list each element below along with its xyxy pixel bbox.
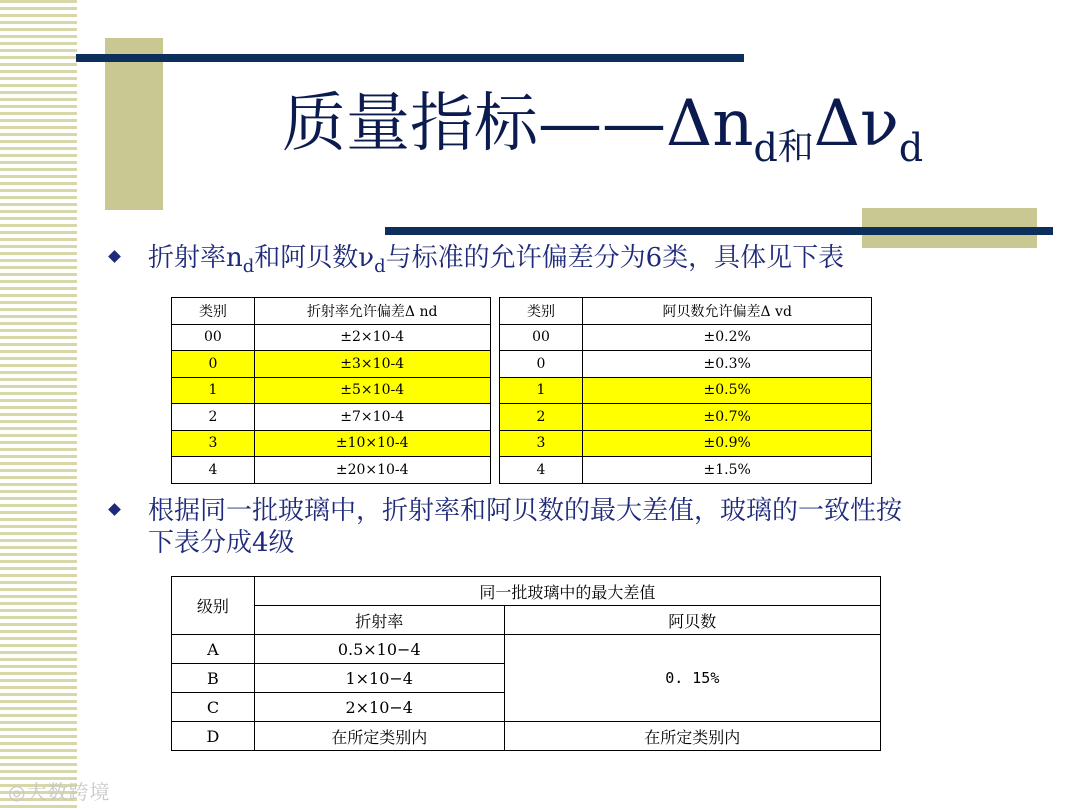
bullet-diamond-icon — [108, 250, 121, 263]
bullet-diamond-icon — [108, 503, 121, 516]
title-mid: 和 — [777, 127, 814, 168]
bullet-consistency-grades — [148, 495, 1048, 559]
bullet1-sub-b: d — [374, 256, 386, 277]
table-cell: ±20×10-4 — [254, 457, 490, 484]
bullet2-line1: 根据同一批玻璃中，折射率和阿贝数的最大差值，玻璃的一致性按 — [148, 496, 903, 526]
table-cell: 在所定类别内 — [504, 722, 880, 751]
top-rule — [76, 54, 744, 62]
title-delta-nu: Δν — [813, 87, 899, 161]
table-cell: ±2×10-4 — [254, 324, 490, 351]
deviation-table — [171, 297, 872, 484]
bullet1-sub-a: d — [242, 256, 255, 277]
table-cell: 0 — [172, 351, 255, 378]
table-cell: ±1.5% — [583, 457, 872, 484]
table-header-cell: 阿贝数允许偏差Δ vd — [583, 298, 872, 325]
bullet2-line2: 下表分成4级 — [148, 528, 295, 558]
table-header-row — [172, 577, 881, 606]
table-cell: ±0.3% — [583, 351, 872, 378]
table-cell: 3 — [172, 430, 255, 457]
table-row — [172, 635, 881, 664]
table-row — [172, 457, 872, 484]
table-cell: 1 — [172, 377, 255, 404]
table-header-cell: 阿贝数 — [504, 606, 880, 635]
middle-rule — [385, 227, 1053, 235]
table-cell: ±0.9% — [583, 430, 872, 457]
table-cell: 3 — [499, 430, 583, 457]
table-cell: ±7×10-4 — [254, 404, 490, 431]
watermark-text: 大数跨境 — [26, 780, 111, 804]
table-row — [172, 404, 872, 431]
decorative-stripes — [0, 0, 77, 810]
table-header-cell: 折射率 — [254, 606, 504, 635]
table-cell: ±0.5% — [583, 377, 872, 404]
table-cell: 00 — [499, 324, 583, 351]
table-header-cell: 类别 — [172, 298, 255, 325]
table-cell: 2 — [499, 404, 583, 431]
table-cell: D — [172, 722, 255, 751]
table-row — [172, 324, 872, 351]
table-cell: ±5×10-4 — [254, 377, 490, 404]
group-header: 同一批玻璃中的最大差值 — [254, 577, 880, 606]
table-cell: 2×10−4 — [254, 693, 504, 722]
title-sub1: d — [753, 126, 778, 170]
table-header-row — [172, 606, 881, 635]
table-cell: 1 — [499, 377, 583, 404]
table-cell: ±0.2% — [583, 324, 872, 351]
bullet-deviation-classes — [148, 242, 844, 283]
table-cell: 在所定类别内 — [254, 722, 504, 751]
table-header-row — [172, 298, 872, 325]
table-cell: A — [172, 635, 255, 664]
bullet1-mid: 和阿贝数ν — [254, 243, 375, 273]
table-cell: 0.5×10−4 — [254, 635, 504, 664]
bullet1-post: 与标准的允许偏差分为6类，具体见下表 — [385, 243, 845, 273]
table-cell: 2 — [172, 404, 255, 431]
slide-title — [282, 82, 1042, 172]
table-cell: 4 — [172, 457, 255, 484]
table-header-cell: 类别 — [499, 298, 583, 325]
table-cell: 4 — [499, 457, 583, 484]
table-cell: 1×10−4 — [254, 664, 504, 693]
table-cell: ±0.7% — [583, 404, 872, 431]
table-cell: ±3×10-4 — [254, 351, 490, 378]
abbe-merged-cell: 0. 15% — [504, 635, 880, 722]
decorative-block-left — [105, 38, 163, 210]
table-row — [172, 351, 872, 378]
table-row — [172, 377, 872, 404]
table-row — [172, 430, 872, 457]
watermark-icon: ◎ — [8, 780, 27, 804]
watermark-logo — [8, 776, 110, 805]
table-cell: C — [172, 693, 255, 722]
table-cell: B — [172, 664, 255, 693]
title-sub2: d — [898, 126, 924, 170]
table-row — [172, 722, 881, 751]
title-main: 质量指标——Δn — [282, 87, 754, 161]
table-header-cell: 折射率允许偏差Δ nd — [254, 298, 490, 325]
table-cell: 0 — [499, 351, 583, 378]
table-cell: ±10×10-4 — [254, 430, 490, 457]
consistency-grade-table — [171, 576, 881, 751]
table-cell: 00 — [172, 324, 255, 351]
grade-header: 级别 — [172, 577, 255, 635]
bullet1-pre: 折射率n — [148, 243, 243, 273]
